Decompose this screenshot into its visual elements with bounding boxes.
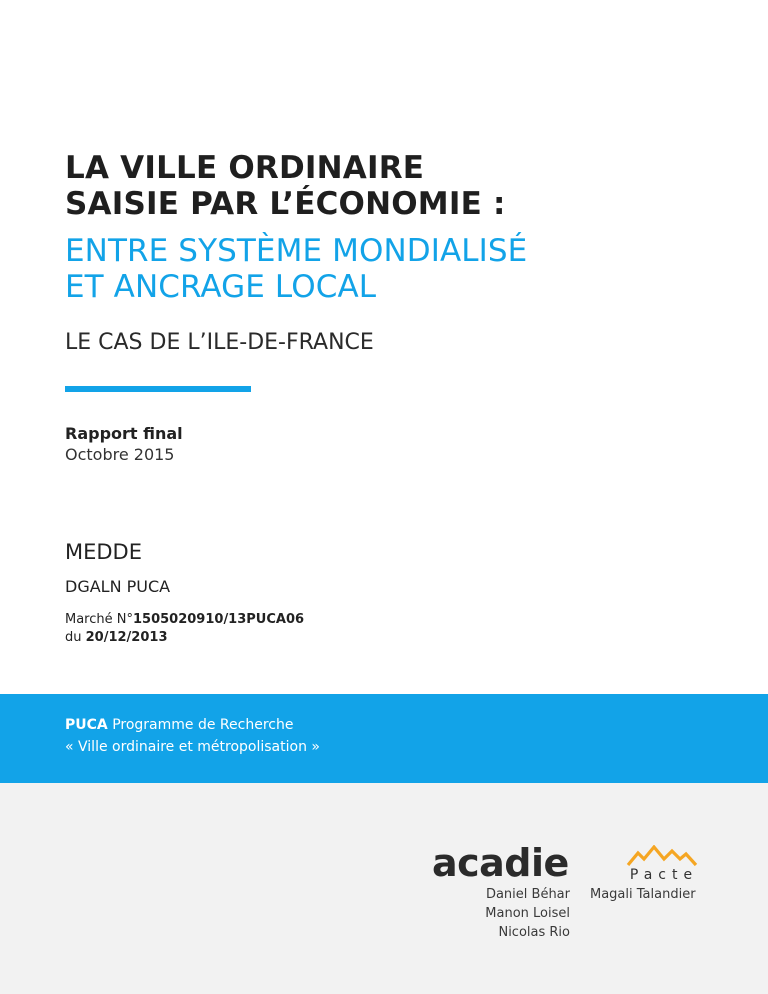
author-name: Manon Loisel (485, 906, 570, 921)
main-title (65, 150, 506, 222)
accent-divider (65, 386, 251, 392)
direction-name: DGALN PUCA (65, 577, 171, 596)
program-label: Programme de Recherche (107, 717, 294, 733)
pacte-author: Magali Talandier (590, 887, 696, 902)
main-title-line: LA VILLE ORDINAIRE (65, 150, 425, 186)
main-subtitle-line: ET ANCRAGE LOCAL (65, 269, 377, 305)
case-study-title: LE CAS DE L’ILE-DE-FRANCE (65, 330, 374, 355)
mountains-icon (624, 845, 704, 867)
report-date: Octobre 2015 (65, 445, 175, 464)
partners-footer (0, 783, 768, 994)
main-title-line: SAISIE PAR L’ÉCONOMIE : (65, 186, 506, 222)
report-type: Rapport final (65, 424, 183, 443)
author-name: Nicolas Rio (498, 925, 570, 940)
ministry-name: MEDDE (65, 540, 142, 564)
program-banner (0, 694, 768, 783)
author-name: Daniel Béhar (485, 887, 570, 902)
contract-number-line (65, 612, 304, 627)
contract-prefix: Marché N° (65, 612, 133, 627)
main-subtitle (65, 233, 527, 305)
contract-date-line (65, 630, 167, 645)
contract-date: 20/12/2013 (85, 630, 168, 645)
program-theme: « Ville ordinaire et métropolisation » (65, 739, 320, 755)
main-subtitle-line: ENTRE SYSTÈME MONDIALISÉ (65, 233, 528, 269)
acadie-authors (485, 885, 570, 942)
pacte-logo-text: Pacte (629, 867, 699, 883)
program-title (65, 717, 293, 733)
program-name: PUCA (65, 717, 108, 733)
contract-number: 1505020910/13PUCA06 (132, 612, 305, 627)
pacte-logo (624, 845, 704, 885)
contract-date-prefix: du (65, 630, 86, 645)
acadie-logo: acadie (432, 841, 569, 885)
